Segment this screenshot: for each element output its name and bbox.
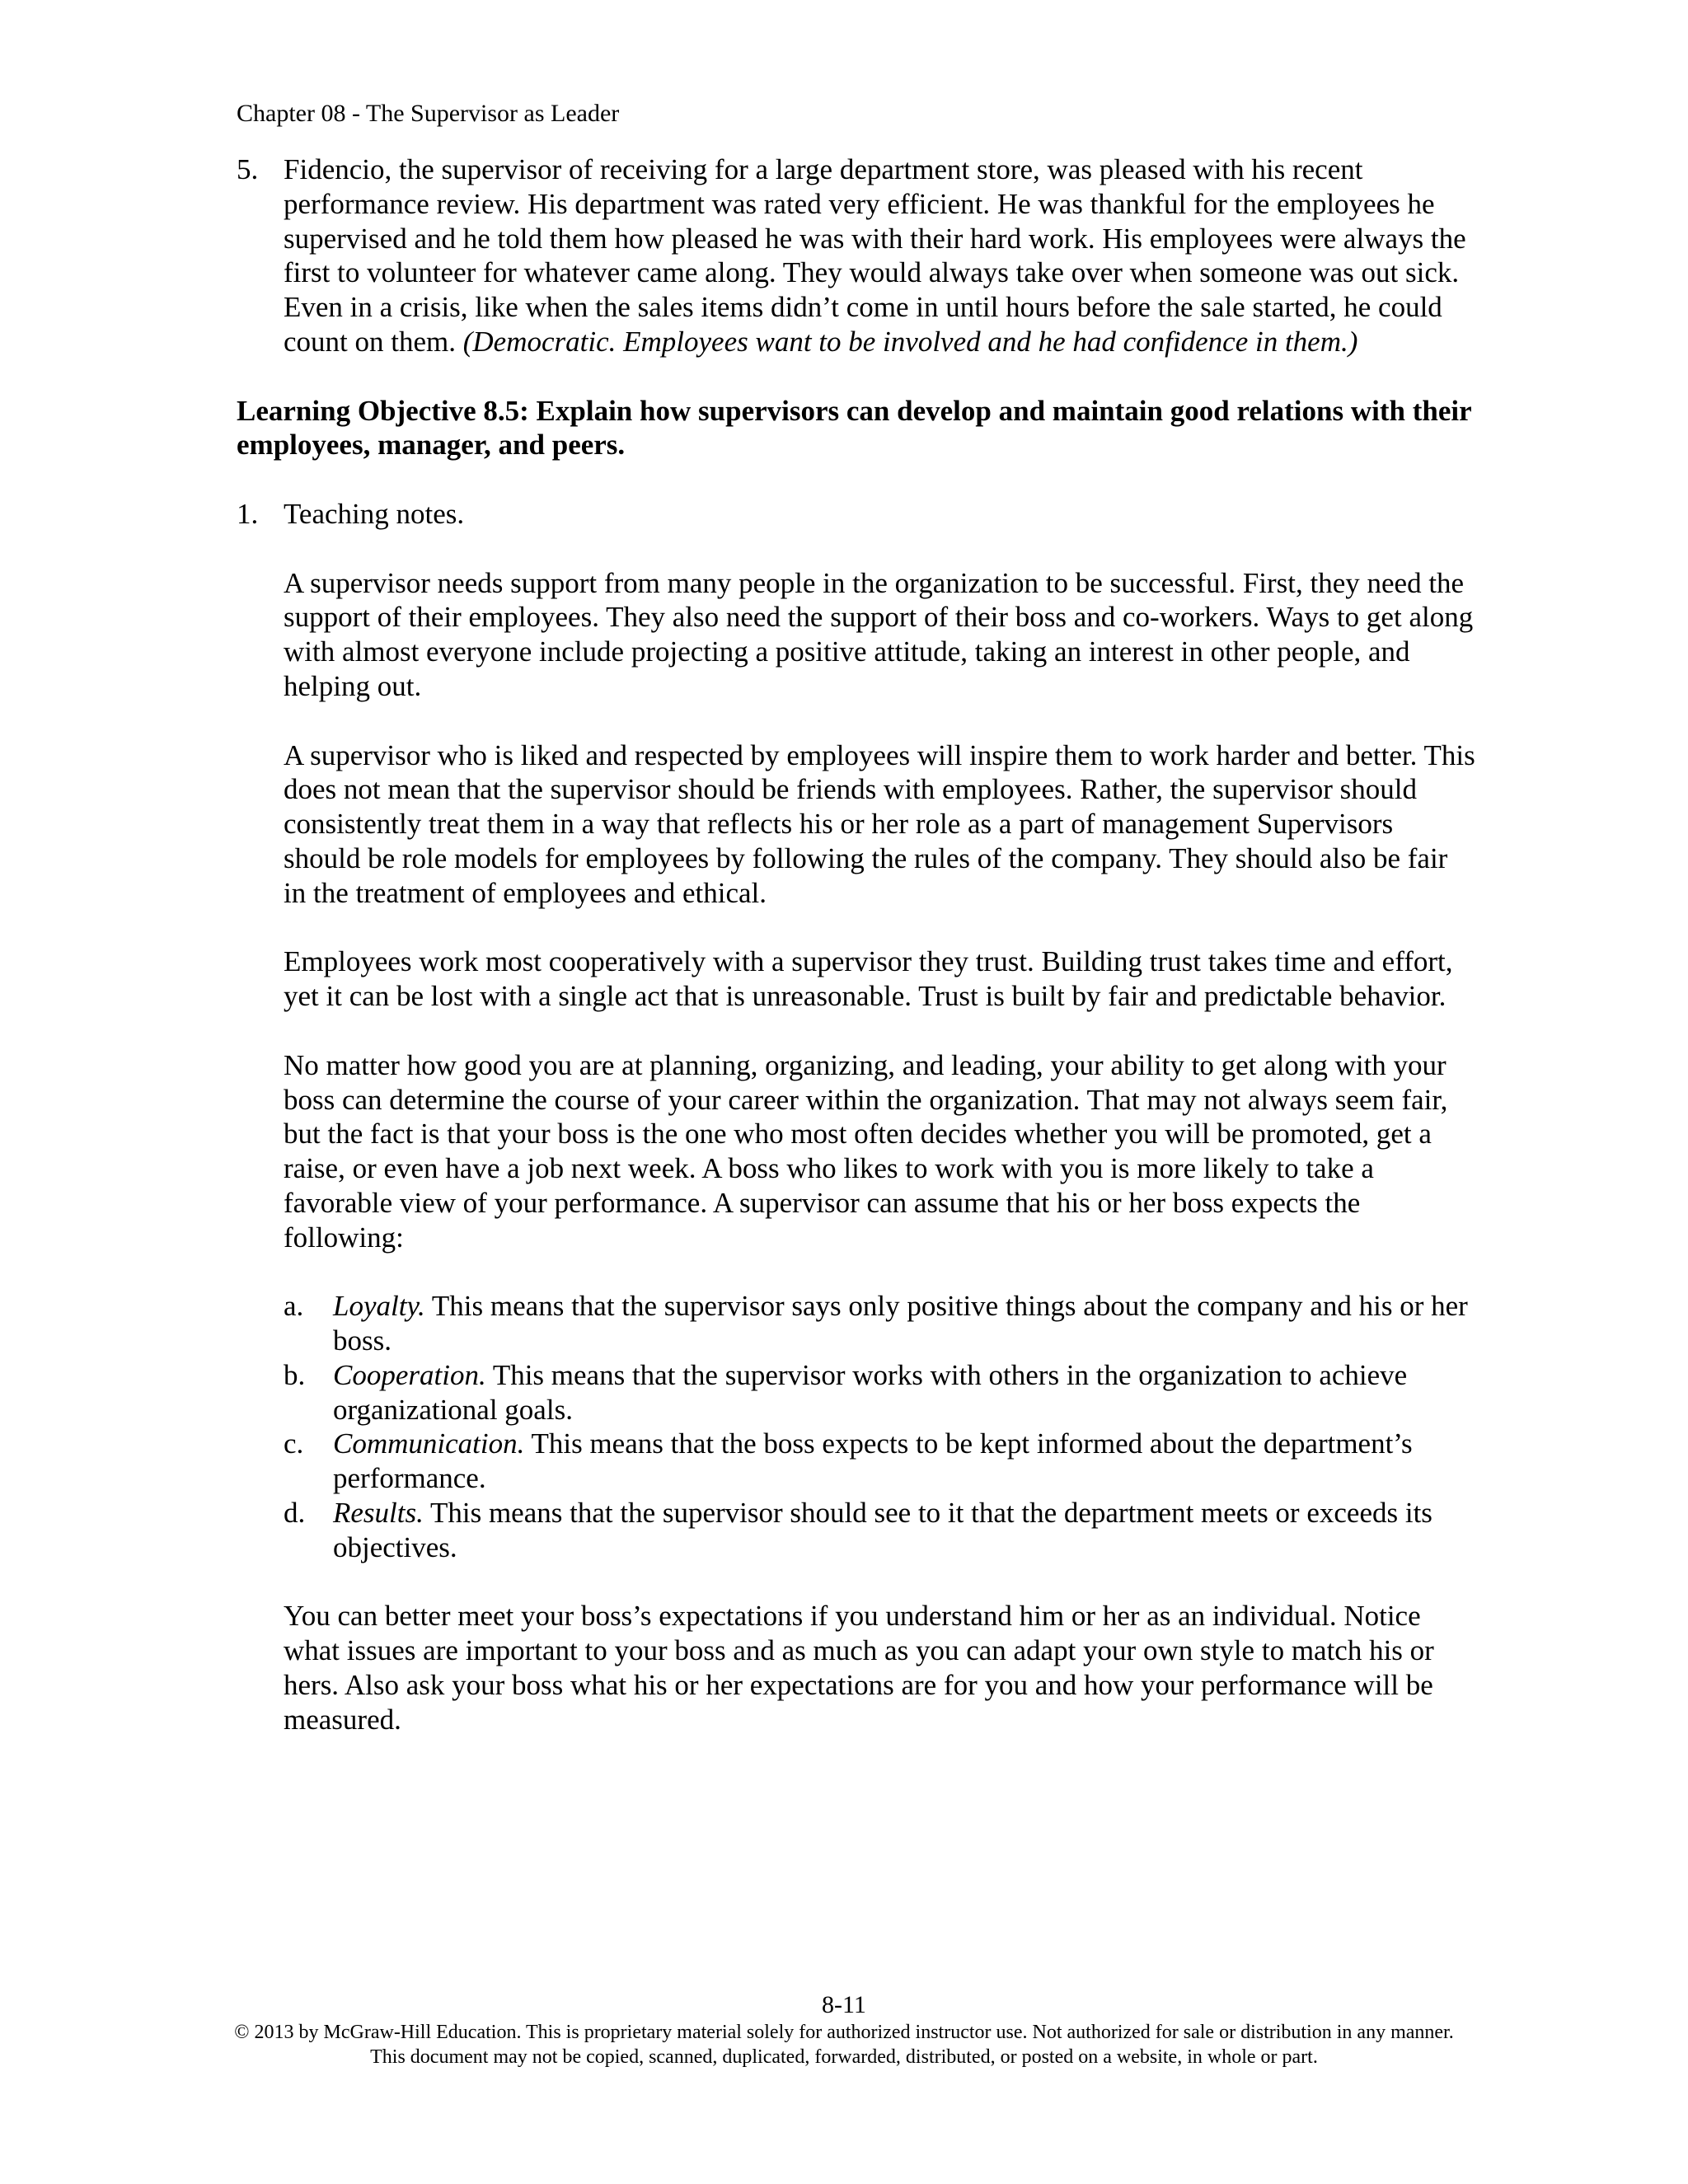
list-term: Results. <box>333 1497 424 1530</box>
item-number: 1. <box>237 497 259 530</box>
question-body: Fidencio, the supervisor of receiving for a large department store, was pleased with his recent performance review. His department was rated very efficient. He was thankful for the employees he supervised and he told them how pleased he was with their hard work. His employees were always the first to volunteer for whatever came along. They would always take over when someone was out sick. Even in a crisis, like when the sales items didn’t come in until hours before the sale started, he could count on them. <box>284 153 1466 358</box>
page-body <box>237 152 1477 1737</box>
paragraph: Employees work most cooperatively with a supervisor they trust. Building trust takes time and effort, yet it can be lost with a single act that is unreasonable. Trust is built by fair and predictable behavior. <box>284 945 1453 1013</box>
closing-paragraph: You can better meet your boss’s expectations if you understand him or her as an individual. Notice what issues are important to your boss and as much as you can adapt your own style to match his or hers. Also ask your boss what his or her expectations are for you and how your performance will be measured. <box>284 1600 1434 1736</box>
question-number: 5. <box>237 153 259 185</box>
list-text <box>333 1427 1477 1496</box>
list-letter: c. <box>284 1427 304 1460</box>
question-text <box>284 152 1477 359</box>
list-description: This means that the supervisor says only positive things about the company and his or her boss. <box>333 1290 1468 1357</box>
paragraph: A supervisor who is liked and respected by employees will inspire them to work harder and better. This does not mean that the supervisor should be friends with employees. Rather, the supervisor should consistently treat them in a way that reflects his or her role as a part of management Supervisors should be role models for employees by following the rules of the company. They should also be fair in the treatment of employees and ethical. <box>284 738 1475 909</box>
list-description: This means that the supervisor should see to it that the department meets or exceeds its objectives. <box>333 1497 1432 1563</box>
list-item <box>237 1289 1477 1358</box>
list-description: This means that the supervisor works with others in the organization to achieve organizational goals. <box>333 1358 1408 1426</box>
expectations-list <box>237 1289 1477 1564</box>
list-term: Cooperation. <box>333 1358 486 1391</box>
page-number: 8-11 <box>822 1991 866 2018</box>
list-letter: a. <box>284 1290 304 1323</box>
page-footer <box>0 1990 1688 2069</box>
teaching-notes-item <box>237 497 1477 532</box>
running-header: Chapter 08 - The Supervisor as Leader <box>237 100 620 127</box>
question-5 <box>237 152 1477 359</box>
teaching-notes-title: Teaching notes. <box>284 497 465 530</box>
list-term: Loyalty. <box>333 1290 425 1323</box>
learning-objective-heading: Learning Objective 8.5: Explain how supervisors can develop and maintain good relations with their employees, manager, and peers. <box>237 394 1471 462</box>
list-text <box>333 1358 1477 1427</box>
list-description: This means that the boss expects to be kept informed about the department’s performance. <box>333 1427 1413 1495</box>
list-item <box>237 1496 1477 1565</box>
question-answer: (Democratic. Employees want to be involved and he had confidence in them.) <box>462 325 1358 358</box>
paragraph: A supervisor needs support from many people in the organization to be successful. First, they need the support of their employees. They also need the support of their boss and co-workers. Ways to get along with almost everyone include projecting a positive attitude, taking an interest in other people, and helping out. <box>284 566 1474 702</box>
list-text <box>333 1496 1477 1565</box>
list-term: Communication. <box>333 1427 525 1460</box>
paragraph: No matter how good you are at planning, organizing, and leading, your ability to get along with your boss can determine the course of your career within the organization. That may not always seem fair, but the fact is that your boss is the one who most often decides whether you will be promoted, get a raise, or even have a job next week. A boss who likes to work with you is more likely to take a favorable view of your performance. A supervisor can assume that his or her boss expects the following: <box>284 1048 1448 1254</box>
list-item <box>237 1358 1477 1427</box>
list-item <box>237 1427 1477 1496</box>
copyright-notice: © 2013 by McGraw-Hill Education. This is proprietary material solely for authorized instructor use. Not authorized for sale or distribution in any manner. This document may not be copied, scanned, duplicated, forwarded, distributed, or posted on a website, in whole or part. <box>234 2022 1454 2068</box>
list-letter: d. <box>284 1497 306 1530</box>
list-letter: b. <box>284 1358 306 1391</box>
list-text <box>333 1289 1477 1358</box>
